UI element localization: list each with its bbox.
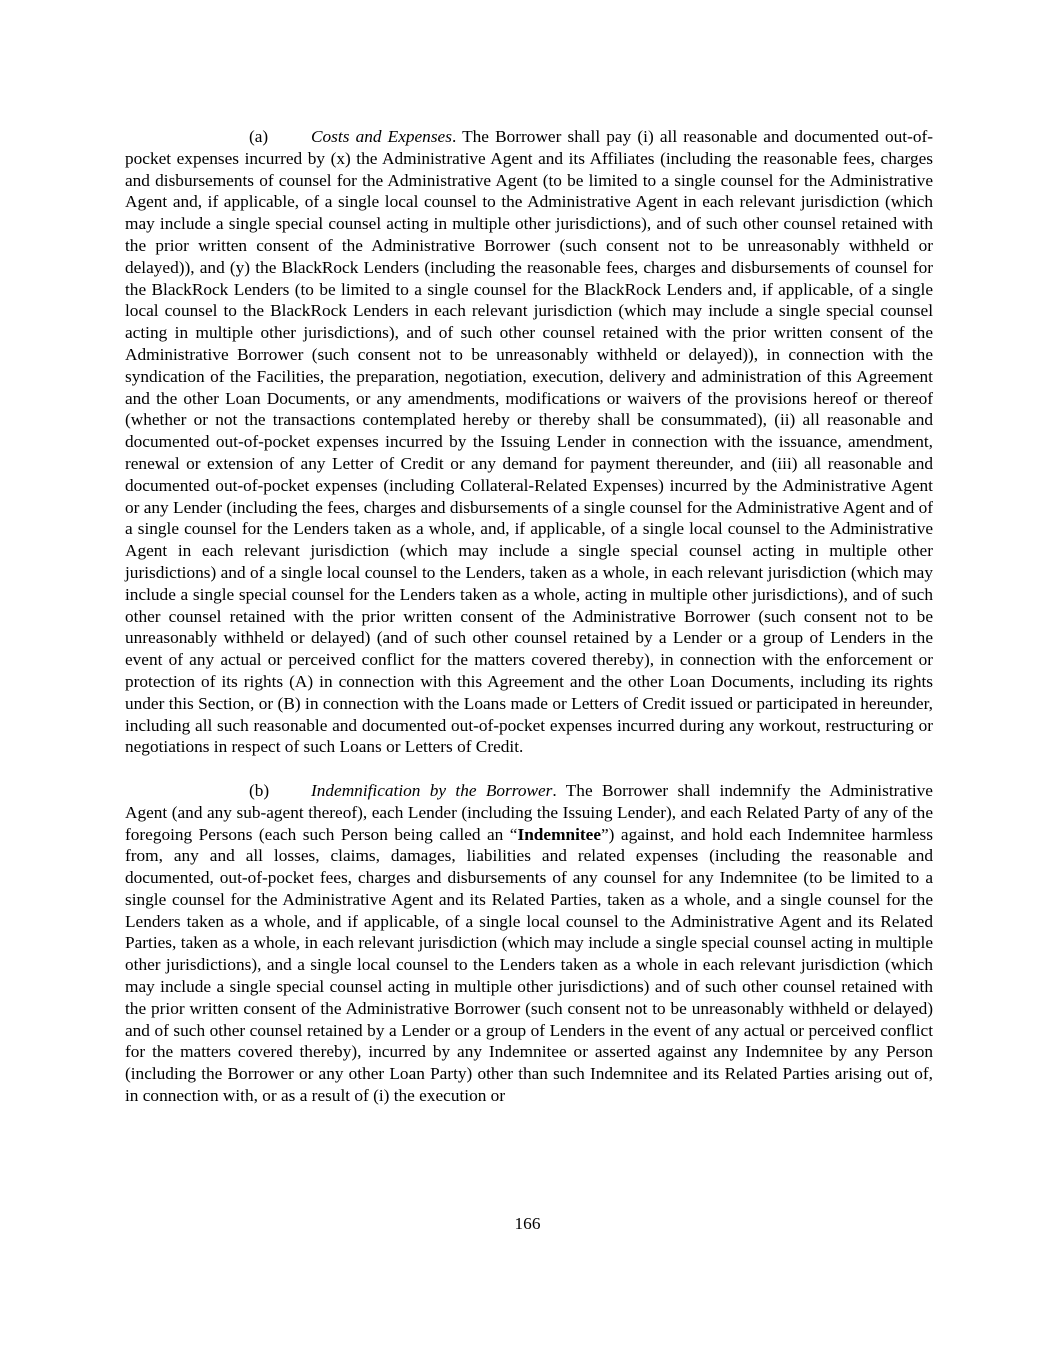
section-b-body-start: . The Borrower shall indemnify the Administrative Agent (and any sub-agent thereof), each Lender (including the Issuing Lender), and each Related Party of any of the foregoing Persons (each such Person being called an “ [125,780,933,844]
defined-term-indemnitee: Indemnitee [517,824,601,844]
section-b-label: (b) [249,780,270,800]
section-a-body: . The Borrower shall pay (i) all reasonable and documented out-of-pocket expenses incurred by (x) the Administrative Agent and its Affiliates (including the reasonable fees, charges and disbursements of counsel for the Administrative Agent (to be limited to a single counsel for the Administrative Agent and, if applicable, of a single local counsel to the Administrative Agent in each relevant jurisdiction (which may include a single special counsel acting in multiple other jurisdictions), and of such other counsel retained with the prior written consent of the Administrative Borrower (such consent not to be unreasonably withheld or delayed)), and (y) the BlackRock Lenders (including the reasonable fees, charges and disbursements of counsel for the BlackRock Lenders (to be limited to a single counsel for the BlackRock Lenders and, if applicable, of a single local counsel to the BlackRock Lenders in each relevant jurisdiction (which may include a single special counsel acting in multiple other jurisdictions), and of such other counsel retained with the prior written consent of the Administrative Borrower (such consent not to be unreasonably withheld or delayed)), in connection with the syndication of the Facilities, the preparation, negotiation, execution, delivery and administration of this Agreement and the other Loan Documents, or any amendments, modifications or waivers of the provisions hereof or thereof (whether or not the transactions contemplated hereby or thereby shall be consummated), (ii) all reasonable and documented out-of-pocket expenses incurred by the Issuing Lender in connection with the issuance, amendment, renewal or extension of any Letter of Credit or any demand for payment thereunder, and (iii) all reasonable and documented out-of-pocket expenses (including Collateral-Related Expenses) incurred by the Administrative Agent or any Lender (including the fees, charges and disbursements of a single counsel for the Administrative Agent and of a single counsel for the Lenders taken as a whole, and, if applicable, of a single local counsel to the Administrative Agent in each relevant jurisdiction (which may include a single special counsel acting in multiple other jurisdictions) and of a single local counsel to the Lenders, taken as a whole, in each relevant jurisdiction (which may include a single special counsel for the Lenders taken as a whole, acting in multiple other jurisdictions), and of such other counsel retained with the prior written consent of the Administrative Borrower (such consent not to be unreasonably withheld or delayed) (and of such other counsel retained by a Lender or a group of Lenders in the event of any actual or perceived conflict for the matters covered thereby), in connection with the enforcement or protection of its rights (A) in connection with this Agreement and the other Loan Documents, including its rights under this Section, or (B) in connection with the Loans made or Letters of Credit issued or participated in hereunder, including all such reasonable and documented out-of-pocket expenses incurred during any workout, restructuring or negotiations in respect of such Loans or Letters of Credit. [125,127,934,757]
section-b-heading: Indemnification by the Borrower [311,780,553,800]
section-b-paragraph [125,780,933,1107]
section-a-label: (a) [249,127,269,146]
section-b-body-end: ”) against, and hold each Indemnitee harmless from, any and all losses, claims, damages, liabilities and related expenses (including the reasonable and documented, out-of-pocket fees, charges and disbursements of any counsel for any Indemnitee (to be limited to a single counsel for the Administrative Agent and its Related Parties, taken as a whole, and a single counsel for the Lenders taken as a whole, and if applicable, of a single local counsel to the Administrative Agent and its Related Parties, taken as a whole, in each relevant jurisdiction (which may include a single special counsel acting in multiple other jurisdictions), and a single local counsel to the Lenders taken as a whole in each relevant jurisdiction (which may include a single special counsel acting in multiple other jurisdictions) and of such other counsel retained with the prior written consent of the Administrative Borrower (such consent not to be unreasonably withheld or delayed) and of such other counsel retained by a Lender or a group of Lenders in the event of any actual or perceived conflict for the matters covered thereby), incurred by any Indemnitee or asserted against any Indemnitee by any Person (including the Borrower or any other Loan Party) other than such Indemnitee and its Related Parties arising out of, in connection with, or as a result of (i) the execution or [125,824,933,1106]
section-a-paragraph [125,126,933,758]
section-a-heading: Costs and Expenses [311,127,452,146]
document-page [125,126,933,1107]
page-number: 166 [514,1214,541,1233]
